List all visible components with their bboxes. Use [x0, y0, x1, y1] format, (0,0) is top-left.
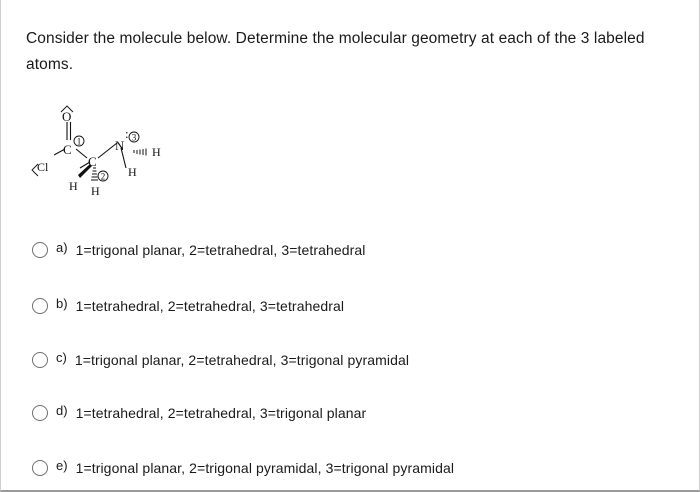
option-text: 1=tetrahedral, 2=tetrahedral, 3=trigonal planar: [75, 405, 367, 421]
option-letter: d): [56, 402, 68, 418]
molecule-structure: [24, 100, 194, 216]
svg-text:3: 3: [131, 132, 137, 143]
radio-button[interactable]: [32, 405, 48, 421]
option-letter: e): [56, 457, 68, 473]
c-hydrogen-left-atom: H: [69, 179, 78, 193]
option-a[interactable]: [32, 238, 366, 262]
option-letter: b): [56, 295, 68, 311]
option-letter: a): [56, 239, 68, 255]
oxygen-atom: O: [62, 109, 72, 124]
svg-text:1: 1: [76, 136, 82, 147]
central-carbon-atom: C: [88, 154, 97, 169]
option-c[interactable]: [32, 348, 409, 372]
c-hydrogen-right-atom: H: [91, 184, 100, 198]
option-text: 1=trigonal planar, 2=tetrahedral, 3=tetrahedral: [75, 242, 366, 258]
svg-text:2: 2: [100, 171, 106, 182]
option-e[interactable]: [32, 456, 454, 480]
option-text: 1=trigonal planar, 2=tetrahedral, 3=trigonal pyramidal: [74, 352, 410, 368]
radio-button[interactable]: [32, 242, 48, 258]
question-text: Consider the molecule below. Determine the molecular geometry at each of the 3 labeled atoms.: [26, 30, 645, 73]
option-d[interactable]: [32, 401, 366, 425]
label-3: [129, 132, 139, 143]
hashed-bond: [91, 168, 98, 180]
carbonyl-carbon-atom: C: [63, 142, 72, 157]
chlorine-atom: Cl: [37, 160, 49, 174]
label-2: [98, 171, 108, 182]
label-1: [74, 136, 84, 147]
n-hydrogen-lower-atom: H: [128, 165, 137, 179]
nitrogen-atom: N: [115, 138, 125, 153]
radio-button[interactable]: [32, 460, 48, 476]
n-lone-pair: :: [125, 126, 129, 141]
option-text: 1=tetrahedral, 2=tetrahedral, 3=tetrahedral: [75, 298, 345, 314]
option-letter: c): [56, 349, 67, 365]
radio-button[interactable]: [32, 298, 48, 314]
n-hydrogen-atom: H: [152, 145, 161, 159]
n-h-hashed-bond: [134, 149, 146, 156]
radio-button[interactable]: [32, 352, 48, 368]
option-text: 1=trigonal planar, 2=trigonal pyramidal, 3=trigonal pyramidal: [75, 460, 455, 476]
c-c-bond: [76, 149, 87, 158]
option-b[interactable]: [32, 294, 344, 318]
